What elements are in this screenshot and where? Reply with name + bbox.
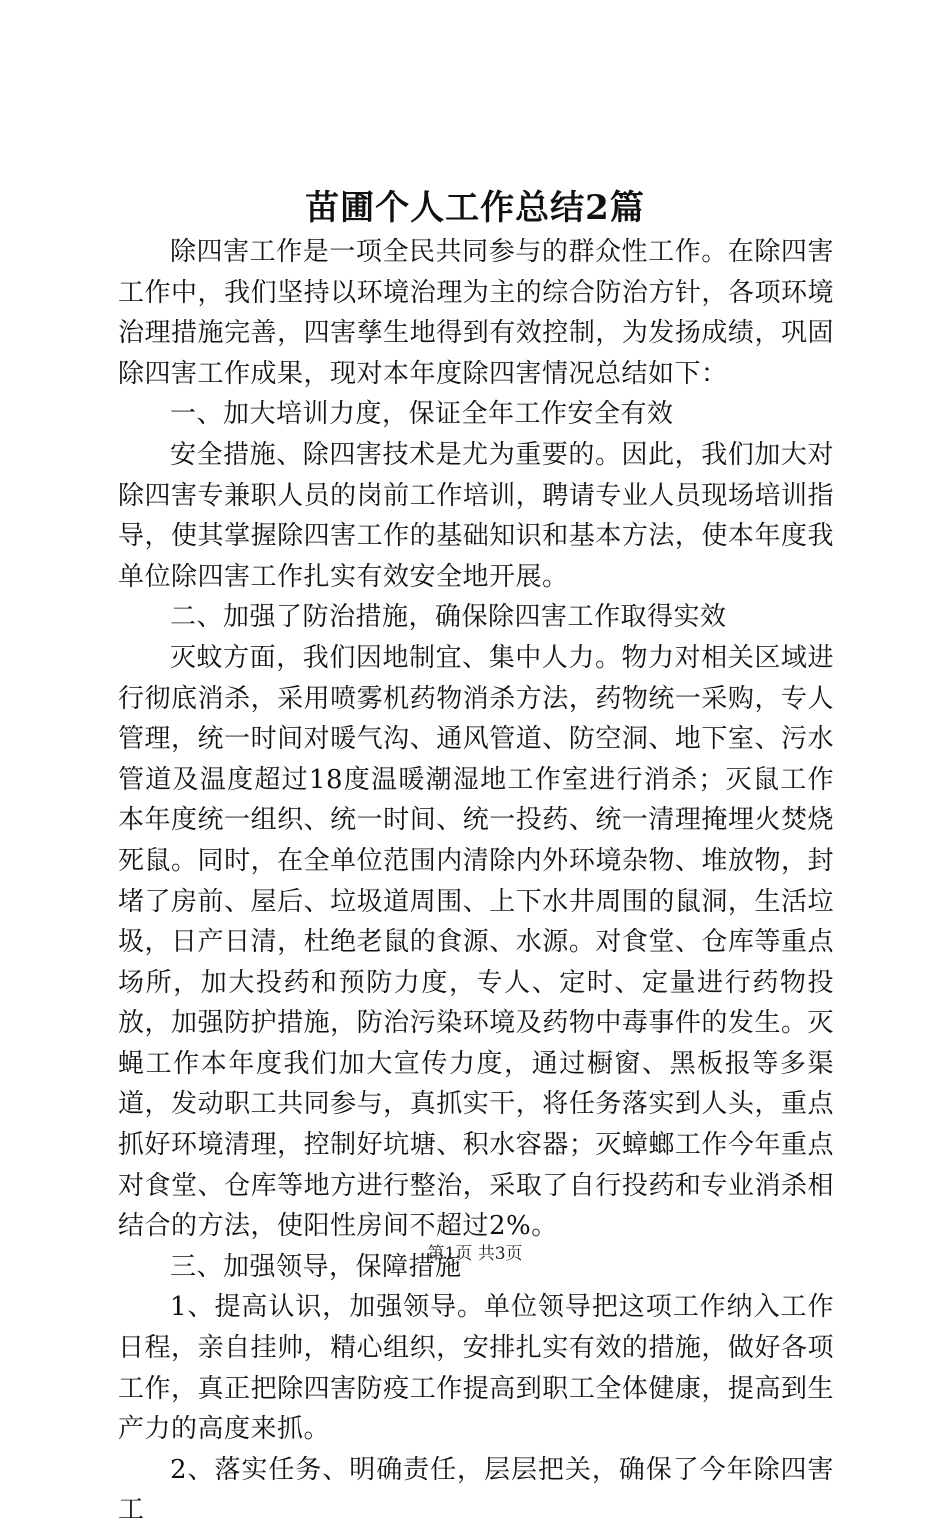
section-heading-3: 三、加强领导，保障措施 bbox=[170, 1251, 462, 1282]
paragraph-item-2: 2、落实任务、明确责任，层层把关，确保了今年除四害工 bbox=[118, 1454, 834, 1526]
document-body bbox=[118, 232, 834, 1531]
page-footer: 第1页 共3页 bbox=[427, 1244, 523, 1264]
document-title: 苗圃个人工作总结2篇 bbox=[305, 188, 645, 228]
section-heading-2: 二、加强了防治措施，确保除四害工作取得实效 bbox=[170, 602, 727, 633]
paragraph-intro: 除四害工作是一项全民共同参与的群众性工作。在除四害工作中，我们坚持以环境治理为主的综合防治方针，各项环境治理措施完善，四害孳生地得到有效控制，为发扬成绩，巩固除四害工作成果，现对本年度除四害情况总结如下： bbox=[118, 237, 834, 389]
paragraph-measures: 灭蚊方面，我们因地制宜、集中人力。物力对相关区域进行彻底消杀，采用喷雾机药物消杀方法，药物统一采购，专人管理，统一时间对暖气沟、通风管道、防空洞、地下室、污水管道及温度超过18度温暖潮湿地工作室进行消杀；灭鼠工作本年度统一组织、统一时间、统一投药、统一清理掩埋火焚烧死鼠。同时，在全单位范围内清除内外环境杂物、堆放物，封堵了房前、屋后、垃圾道周围、上下水井周围的鼠洞，生活垃圾，日产日清，杜绝老鼠的食源、水源。对食堂、仓库等重点场所，加大投药和预防力度，专人、定时、定量进行药物投放，加强防护措施，防治污染环境及药物中毒事件的发生。灭蝇工作本年度我们加大宣传力度，通过橱窗、黑板报等多渠道，发动职工共同参与，真抓实干，将任务落实到人头，重点抓好环境清理，控制好坑塘、积水容器；灭蟑螂工作今年重点对食堂、仓库等地方进行整治，采取了自行投药和专业消杀相结合的方法，使阳性房间不超过2%。 bbox=[118, 642, 834, 1242]
paragraph-training: 安全措施、除四害技术是尤为重要的。因此，我们加大对除四害专兼职人员的岗前工作培训，聘请专业人员现场培训指导，使其掌握除四害工作的基础知识和基本方法，使本年度我单位除四害工作扎实有效安全地开展。 bbox=[118, 439, 834, 592]
paragraph-item-1: 1、提高认识，加强领导。单位领导把这项工作纳入工作日程，亲自挂帅，精心组织，安排扎实有效的措施，做好各项工作，真正把除四害防疫工作提高到职工全体健康，提高到生产力的高度来抓。 bbox=[118, 1292, 834, 1445]
section-heading-1: 一、加大培训力度，保证全年工作安全有效 bbox=[170, 399, 674, 430]
